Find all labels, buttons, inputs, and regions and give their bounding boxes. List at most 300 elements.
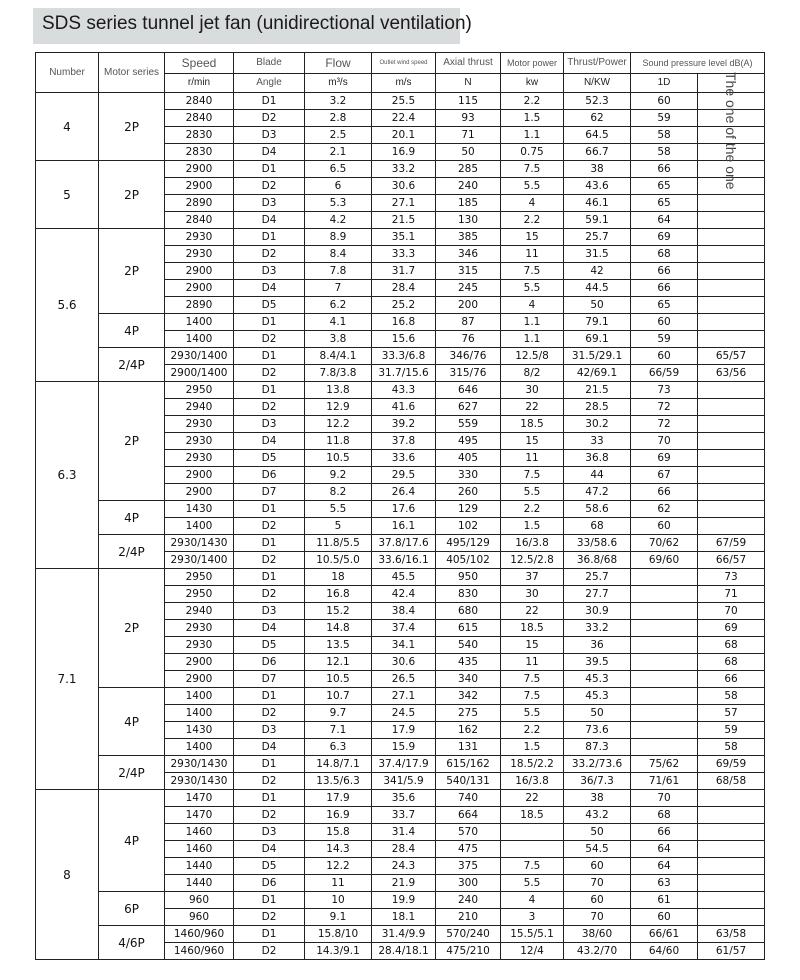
- motor-series: 4/6P: [99, 926, 165, 960]
- power-cell: 12.5/2.8: [501, 552, 564, 569]
- speed-cell: 2930/1400: [165, 348, 234, 365]
- power-cell: 15: [501, 229, 564, 246]
- power-cell: 7.5: [501, 688, 564, 705]
- sound-extra-cell: 69/59: [698, 756, 765, 773]
- speed-cell: 1400: [165, 739, 234, 756]
- outlet-speed-cell: 26.4: [372, 484, 436, 501]
- flow-cell: 7: [305, 280, 372, 297]
- blade-cell: D1: [234, 382, 305, 399]
- motor-series: 4P: [99, 501, 165, 535]
- sound-1d-cell: [631, 569, 698, 586]
- sound-extra-cell: [698, 212, 765, 229]
- flow-cell: 16.9: [305, 807, 372, 824]
- sound-1d-cell: 68: [631, 246, 698, 263]
- blade-cell: D2: [234, 246, 305, 263]
- blade-cell: D6: [234, 467, 305, 484]
- speed-cell: 2900: [165, 263, 234, 280]
- header-blade-angle: Angle: [234, 74, 305, 93]
- blade-cell: D1: [234, 926, 305, 943]
- power-cell: 7.5: [501, 467, 564, 484]
- table-row: [36, 926, 765, 943]
- outlet-speed-cell: 16.1: [372, 518, 436, 535]
- sound-extra-cell: 68/58: [698, 773, 765, 790]
- thrust-cell: 71: [436, 127, 501, 144]
- blade-cell: D5: [234, 297, 305, 314]
- speed-cell: 2830: [165, 144, 234, 161]
- thrust-cell: 93: [436, 110, 501, 127]
- table-row: [36, 229, 765, 246]
- fan-number: 6.3: [36, 382, 99, 569]
- outlet-speed-cell: 45.5: [372, 569, 436, 586]
- header-sound-1d: 1D: [631, 74, 698, 93]
- blade-cell: D3: [234, 127, 305, 144]
- blade-cell: D4: [234, 620, 305, 637]
- sound-extra-cell: [698, 807, 765, 824]
- blade-cell: D2: [234, 705, 305, 722]
- speed-cell: 1460: [165, 824, 234, 841]
- table-row: [36, 161, 765, 178]
- thrust-cell: 200: [436, 297, 501, 314]
- thrust-power-cell: 31.5: [564, 246, 631, 263]
- sound-extra-cell: [698, 433, 765, 450]
- outlet-speed-cell: 37.4: [372, 620, 436, 637]
- sound-extra-cell: 57: [698, 705, 765, 722]
- table-row: [36, 892, 765, 909]
- flow-cell: 8.2: [305, 484, 372, 501]
- power-cell: 1.1: [501, 127, 564, 144]
- blade-cell: D1: [234, 892, 305, 909]
- thrust-cell: 240: [436, 178, 501, 195]
- sound-extra-cell: 66: [698, 671, 765, 688]
- thrust-power-cell: 33/58.6: [564, 535, 631, 552]
- outlet-speed-cell: 33.3/6.8: [372, 348, 436, 365]
- table-row: [36, 688, 765, 705]
- power-cell: 18.5: [501, 416, 564, 433]
- sound-extra-cell: [698, 331, 765, 348]
- speed-cell: 1430: [165, 722, 234, 739]
- power-cell: 1.5: [501, 110, 564, 127]
- motor-series: 4P: [99, 790, 165, 892]
- speed-cell: 2930: [165, 433, 234, 450]
- fan-number: 4: [36, 93, 99, 161]
- flow-cell: 14.3: [305, 841, 372, 858]
- thrust-power-cell: 62: [564, 110, 631, 127]
- power-cell: 8/2: [501, 365, 564, 382]
- sound-1d-cell: 70: [631, 433, 698, 450]
- power-cell: 15.5/5.1: [501, 926, 564, 943]
- blade-cell: D2: [234, 331, 305, 348]
- outlet-speed-cell: 31.4/9.9: [372, 926, 436, 943]
- thrust-cell: 405: [436, 450, 501, 467]
- flow-cell: 3.2: [305, 93, 372, 110]
- outlet-speed-cell: 22.4: [372, 110, 436, 127]
- thrust-power-cell: 44: [564, 467, 631, 484]
- thrust-power-cell: 47.2: [564, 484, 631, 501]
- speed-cell: 2930/1430: [165, 535, 234, 552]
- speed-cell: 2930/1430: [165, 773, 234, 790]
- header-axial-thrust: Axial thrust: [436, 53, 501, 74]
- sound-1d-cell: 66: [631, 280, 698, 297]
- blade-cell: D1: [234, 229, 305, 246]
- blade-cell: D4: [234, 841, 305, 858]
- outlet-speed-cell: 15.6: [372, 331, 436, 348]
- thrust-cell: 185: [436, 195, 501, 212]
- power-cell: 1.5: [501, 518, 564, 535]
- blade-cell: D2: [234, 773, 305, 790]
- motor-series: 2P: [99, 569, 165, 688]
- thrust-cell: 162: [436, 722, 501, 739]
- thrust-cell: 375: [436, 858, 501, 875]
- blade-cell: D2: [234, 909, 305, 926]
- speed-cell: 1400: [165, 314, 234, 331]
- flow-cell: 2.5: [305, 127, 372, 144]
- motor-series: 2P: [99, 93, 165, 161]
- sound-extra-cell: [698, 909, 765, 926]
- blade-cell: D1: [234, 535, 305, 552]
- unit-thrust-power: N/KW: [564, 74, 631, 93]
- sound-1d-cell: [631, 671, 698, 688]
- sound-1d-cell: 73: [631, 382, 698, 399]
- power-cell: 12/4: [501, 943, 564, 960]
- power-cell: 30: [501, 382, 564, 399]
- speed-cell: 1400: [165, 705, 234, 722]
- blade-cell: D1: [234, 688, 305, 705]
- sound-1d-cell: 64: [631, 841, 698, 858]
- sound-1d-cell: 60: [631, 348, 698, 365]
- power-cell: 5.5: [501, 875, 564, 892]
- outlet-speed-cell: 17.6: [372, 501, 436, 518]
- sound-1d-cell: 70: [631, 790, 698, 807]
- thrust-power-cell: 79.1: [564, 314, 631, 331]
- outlet-speed-cell: 25.2: [372, 297, 436, 314]
- sound-extra-cell: [698, 501, 765, 518]
- outlet-speed-cell: 24.3: [372, 858, 436, 875]
- sound-extra-cell: [698, 246, 765, 263]
- thrust-power-cell: 50: [564, 297, 631, 314]
- sound-1d-cell: [631, 688, 698, 705]
- flow-cell: 3.8: [305, 331, 372, 348]
- thrust-power-cell: 25.7: [564, 569, 631, 586]
- sound-extra-cell: [698, 450, 765, 467]
- outlet-speed-cell: 33.6/16.1: [372, 552, 436, 569]
- thrust-power-cell: 45.3: [564, 671, 631, 688]
- sound-extra-cell: 68: [698, 654, 765, 671]
- flow-cell: 5.3: [305, 195, 372, 212]
- thrust-cell: 435: [436, 654, 501, 671]
- flow-cell: 6: [305, 178, 372, 195]
- sound-extra-cell: [698, 875, 765, 892]
- speed-cell: 2900: [165, 671, 234, 688]
- header-motor-series: Motor series: [99, 53, 165, 93]
- outlet-speed-cell: 18.1: [372, 909, 436, 926]
- power-cell: 7.5: [501, 858, 564, 875]
- thrust-power-cell: 30.2: [564, 416, 631, 433]
- blade-cell: D6: [234, 875, 305, 892]
- flow-cell: 14.8/7.1: [305, 756, 372, 773]
- thrust-power-cell: 36/7.3: [564, 773, 631, 790]
- sound-1d-cell: 58: [631, 127, 698, 144]
- power-cell: 11: [501, 654, 564, 671]
- thrust-cell: 130: [436, 212, 501, 229]
- flow-cell: 4.2: [305, 212, 372, 229]
- blade-cell: D5: [234, 637, 305, 654]
- speed-cell: 2900: [165, 484, 234, 501]
- sound-extra-cell: [698, 263, 765, 280]
- flow-cell: 12.9: [305, 399, 372, 416]
- power-cell: 37: [501, 569, 564, 586]
- flow-cell: 12.2: [305, 416, 372, 433]
- thrust-power-cell: 33: [564, 433, 631, 450]
- speed-cell: 1440: [165, 875, 234, 892]
- sound-1d-cell: 60: [631, 909, 698, 926]
- outlet-speed-cell: 37.8: [372, 433, 436, 450]
- blade-cell: D4: [234, 433, 305, 450]
- sound-1d-cell: 66: [631, 484, 698, 501]
- sound-extra-cell: 67/59: [698, 535, 765, 552]
- flow-cell: 8.4: [305, 246, 372, 263]
- header-blade: Blade: [234, 53, 305, 74]
- outlet-speed-cell: 39.2: [372, 416, 436, 433]
- speed-cell: 1470: [165, 807, 234, 824]
- thrust-cell: 87: [436, 314, 501, 331]
- blade-cell: D2: [234, 178, 305, 195]
- flow-cell: 11: [305, 875, 372, 892]
- blade-cell: D3: [234, 195, 305, 212]
- thrust-power-cell: 38: [564, 790, 631, 807]
- thrust-cell: 615/162: [436, 756, 501, 773]
- flow-cell: 4.1: [305, 314, 372, 331]
- speed-cell: 1430: [165, 501, 234, 518]
- thrust-cell: 627: [436, 399, 501, 416]
- fan-number: 5.6: [36, 229, 99, 382]
- thrust-power-cell: 87.3: [564, 739, 631, 756]
- thrust-cell: 342: [436, 688, 501, 705]
- table-row: [36, 569, 765, 586]
- blade-cell: D2: [234, 399, 305, 416]
- power-cell: 4: [501, 892, 564, 909]
- thrust-power-cell: 33.2/73.6: [564, 756, 631, 773]
- sound-extra-cell: 66/57: [698, 552, 765, 569]
- motor-series: 2P: [99, 229, 165, 314]
- thrust-cell: 646: [436, 382, 501, 399]
- flow-cell: 11.8: [305, 433, 372, 450]
- speed-cell: 1460/960: [165, 943, 234, 960]
- blade-cell: D1: [234, 756, 305, 773]
- speed-cell: 1440: [165, 858, 234, 875]
- power-cell: 5.5: [501, 178, 564, 195]
- thrust-power-cell: 38: [564, 161, 631, 178]
- blade-cell: D2: [234, 552, 305, 569]
- flow-cell: 9.1: [305, 909, 372, 926]
- sound-1d-cell: [631, 586, 698, 603]
- outlet-speed-cell: 33.6: [372, 450, 436, 467]
- power-cell: [501, 841, 564, 858]
- flow-cell: 14.3/9.1: [305, 943, 372, 960]
- blade-cell: D2: [234, 586, 305, 603]
- blade-cell: D2: [234, 807, 305, 824]
- flow-cell: 2.1: [305, 144, 372, 161]
- power-cell: 5.5: [501, 705, 564, 722]
- sound-extra-cell: [698, 229, 765, 246]
- flow-cell: 5.5: [305, 501, 372, 518]
- power-cell: 2.2: [501, 212, 564, 229]
- sound-1d-cell: 59: [631, 331, 698, 348]
- sound-extra-cell: [698, 467, 765, 484]
- thrust-power-cell: 66.7: [564, 144, 631, 161]
- sound-extra-cell: [698, 892, 765, 909]
- thrust-cell: 495: [436, 433, 501, 450]
- sound-extra-cell: 59: [698, 722, 765, 739]
- motor-series: 2P: [99, 382, 165, 501]
- thrust-power-cell: 42/69.1: [564, 365, 631, 382]
- thrust-power-cell: 36.8/68: [564, 552, 631, 569]
- thrust-cell: 330: [436, 467, 501, 484]
- thrust-power-cell: 60: [564, 892, 631, 909]
- thrust-power-cell: 31.5/29.1: [564, 348, 631, 365]
- sound-extra-cell: 71: [698, 586, 765, 603]
- thrust-cell: 540/131: [436, 773, 501, 790]
- speed-cell: 2930: [165, 416, 234, 433]
- blade-cell: D2: [234, 365, 305, 382]
- header-flow: Flow: [305, 53, 372, 74]
- speed-cell: 2890: [165, 297, 234, 314]
- sound-extra-cell: 68: [698, 637, 765, 654]
- flow-cell: 18: [305, 569, 372, 586]
- blade-cell: D4: [234, 739, 305, 756]
- sound-1d-cell: 65: [631, 178, 698, 195]
- blade-cell: D3: [234, 824, 305, 841]
- outlet-speed-cell: 27.1: [372, 688, 436, 705]
- sound-extra-cell: [698, 518, 765, 535]
- blade-cell: D7: [234, 671, 305, 688]
- power-cell: 18.5: [501, 620, 564, 637]
- thrust-power-cell: 43.2: [564, 807, 631, 824]
- speed-cell: 2930: [165, 637, 234, 654]
- speed-cell: 2950: [165, 586, 234, 603]
- table-row: [36, 382, 765, 399]
- sound-1d-cell: 60: [631, 518, 698, 535]
- blade-cell: D3: [234, 603, 305, 620]
- sound-extra-cell: [698, 280, 765, 297]
- speed-cell: 2930: [165, 450, 234, 467]
- outlet-speed-cell: 30.6: [372, 654, 436, 671]
- flow-cell: 2.8: [305, 110, 372, 127]
- thrust-cell: 115: [436, 93, 501, 110]
- outlet-speed-cell: 31.7: [372, 263, 436, 280]
- thrust-cell: 129: [436, 501, 501, 518]
- power-cell: 1.5: [501, 739, 564, 756]
- thrust-power-cell: 33.2: [564, 620, 631, 637]
- thrust-cell: 495/129: [436, 535, 501, 552]
- thrust-power-cell: 42: [564, 263, 631, 280]
- thrust-cell: 475: [436, 841, 501, 858]
- thrust-cell: 315: [436, 263, 501, 280]
- sound-1d-cell: [631, 603, 698, 620]
- outlet-speed-cell: 28.4: [372, 280, 436, 297]
- thrust-power-cell: 69.1: [564, 331, 631, 348]
- speed-cell: 1400: [165, 688, 234, 705]
- sound-extra-cell: [698, 297, 765, 314]
- unit-power: kw: [501, 74, 564, 93]
- flow-cell: 9.7: [305, 705, 372, 722]
- outlet-speed-cell: 33.2: [372, 161, 436, 178]
- thrust-power-cell: 25.7: [564, 229, 631, 246]
- speed-cell: 1470: [165, 790, 234, 807]
- flow-cell: 15.8/10: [305, 926, 372, 943]
- speed-cell: 2840: [165, 110, 234, 127]
- power-cell: 16/3.8: [501, 773, 564, 790]
- flow-cell: 10.5: [305, 450, 372, 467]
- outlet-speed-cell: 30.6: [372, 178, 436, 195]
- sound-1d-cell: 60: [631, 93, 698, 110]
- power-cell: [501, 824, 564, 841]
- speed-cell: 2900: [165, 178, 234, 195]
- thrust-cell: 680: [436, 603, 501, 620]
- motor-series: 2P: [99, 161, 165, 229]
- power-cell: 16/3.8: [501, 535, 564, 552]
- blade-cell: D4: [234, 212, 305, 229]
- sound-1d-cell: 64: [631, 212, 698, 229]
- blade-cell: D4: [234, 144, 305, 161]
- thrust-cell: 315/76: [436, 365, 501, 382]
- outlet-speed-cell: 16.9: [372, 144, 436, 161]
- thrust-power-cell: 38/60: [564, 926, 631, 943]
- thrust-cell: 260: [436, 484, 501, 501]
- power-cell: 15: [501, 637, 564, 654]
- thrust-power-cell: 73.6: [564, 722, 631, 739]
- flow-cell: 8.4/4.1: [305, 348, 372, 365]
- sound-extra-cell: 58: [698, 739, 765, 756]
- thrust-power-cell: 70: [564, 909, 631, 926]
- outlet-speed-cell: 20.1: [372, 127, 436, 144]
- blade-cell: D2: [234, 943, 305, 960]
- sound-1d-cell: 65: [631, 195, 698, 212]
- sound-1d-cell: [631, 620, 698, 637]
- page-title: SDS series tunnel jet fan (unidirectional ventilation): [42, 13, 472, 34]
- power-cell: 5.5: [501, 484, 564, 501]
- sound-1d-cell: 59: [631, 110, 698, 127]
- outlet-speed-cell: 341/5.9: [372, 773, 436, 790]
- outlet-speed-cell: 42.4: [372, 586, 436, 603]
- speed-cell: 2840: [165, 93, 234, 110]
- flow-cell: 17.9: [305, 790, 372, 807]
- sound-1d-cell: 71/61: [631, 773, 698, 790]
- unit-flow: m³/s: [305, 74, 372, 93]
- header-outlet-speed: Outlet wind speed: [372, 53, 436, 74]
- motor-series: 2/4P: [99, 535, 165, 569]
- thrust-power-cell: 36: [564, 637, 631, 654]
- sound-extra-cell: [698, 790, 765, 807]
- thrust-power-cell: 50: [564, 824, 631, 841]
- flow-cell: 11.8/5.5: [305, 535, 372, 552]
- thrust-cell: 285: [436, 161, 501, 178]
- power-cell: 1.1: [501, 331, 564, 348]
- thrust-power-cell: 43.2/70: [564, 943, 631, 960]
- sound-1d-cell: 67: [631, 467, 698, 484]
- outlet-speed-cell: 17.9: [372, 722, 436, 739]
- power-cell: 7.5: [501, 161, 564, 178]
- header-speed: Speed: [165, 53, 234, 74]
- outlet-speed-cell: 29.5: [372, 467, 436, 484]
- speed-cell: 1460: [165, 841, 234, 858]
- vertical-note: The one of the one: [723, 72, 739, 190]
- flow-cell: 13.8: [305, 382, 372, 399]
- sound-1d-cell: [631, 705, 698, 722]
- thrust-cell: 346: [436, 246, 501, 263]
- thrust-cell: 475/210: [436, 943, 501, 960]
- sound-1d-cell: 69/60: [631, 552, 698, 569]
- thrust-power-cell: 64.5: [564, 127, 631, 144]
